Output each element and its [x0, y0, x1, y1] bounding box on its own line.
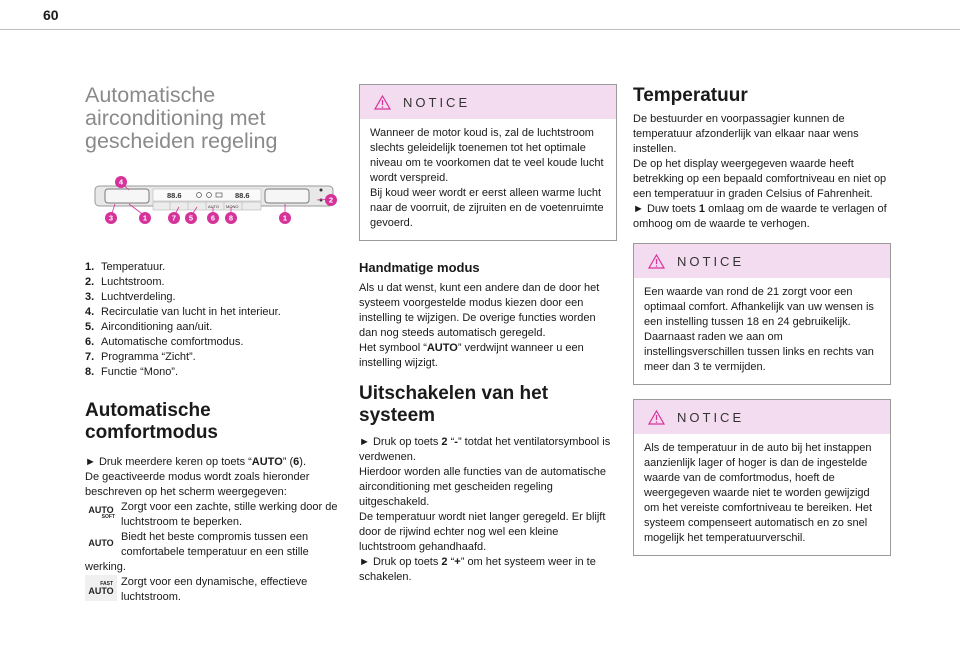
warning-icon	[374, 95, 391, 110]
off-step-4: ► Druk op toets 2 “+” om het systeem weer in te schakelen.	[359, 556, 596, 583]
mode-fast-text: Zorgt voor een dynamische, effectieve luchtstroom.	[121, 576, 308, 603]
notice-body: Wanneer de motor koud is, zal de luchtstroom slechts geleidelijk toenemen tot het optimale niveau om te voorkomen dat te veel koude lucht wordt verspreid. Bij koud weer wordt er eerst alleen warme lucht naar de voorruit, de zijruiten en de voetenruimte gevoerd.	[370, 127, 604, 229]
notice-box-3	[633, 399, 891, 556]
callout-8: 8	[228, 213, 234, 223]
list-item: 4. Recirculatie van lucht in het interieur.	[85, 306, 281, 318]
off-text-2: Hierdoor worden alle functies van de automatische airconditioning met gescheiden regeling uitgeschakeld.	[359, 466, 607, 508]
panel-auto-label: AUTO	[208, 204, 220, 209]
notice-box-1	[359, 84, 617, 241]
warning-icon	[648, 254, 665, 269]
manual-heading: Handmatige modus	[359, 260, 480, 275]
mode-soft	[85, 500, 343, 530]
callout-5: 5	[188, 213, 194, 223]
panel-display-left: 88.6	[167, 191, 182, 200]
off-heading: Uitschakelen van het systeem	[359, 383, 549, 426]
off-text-3: De temperatuur wordt niet langer geregeld. Er blijft door de rijwind echter nog wel een kleine luchtstroom gehandhaafd.	[359, 511, 606, 553]
mode-fast	[85, 575, 343, 605]
mode-auto-text-cont: werking.	[85, 561, 126, 573]
notice-body: Als de temperatuur in de auto bij het instappen aanzienlijk lager of hoger is dan de ingestelde waarde van de comfortmodus, hoeft de weergegeven waarde niet te worden gewijzigd om het vereiste comfortniveau te bereiken. Het systeem compenseert automatisch en zo snel mogelijk het temperatuurverschil.	[644, 442, 873, 544]
page-number: 60	[43, 7, 59, 23]
comfort-heading: Automatische comfortmodus	[85, 400, 218, 443]
callout-3: 3	[108, 213, 114, 223]
auto-fast-icon: FAST AUTO	[85, 575, 117, 601]
panel-mono-label: MONO	[226, 204, 239, 209]
callout-6: 6	[210, 213, 216, 223]
temp-text-2: De op het display weergegeven waarde heeft betrekking op een bepaald comfortniveau en niet op een temperatuur in graden Celsius of Fahrenheit.	[633, 158, 887, 200]
page-title: Automatische airconditioning met gescheiden regeling	[85, 83, 278, 153]
off-step-1: ► Druk op toets 2 “-” totdat het ventilatorsymbool is verdwenen.	[359, 436, 611, 463]
mode-auto	[85, 530, 343, 560]
callout-4: 4	[118, 177, 124, 187]
comfort-intro: ► Druk meerdere keren op toets “AUTO” (6).	[85, 456, 307, 468]
notice-title: NOTICE	[677, 409, 745, 425]
column-1	[85, 84, 343, 605]
column-2	[359, 84, 617, 585]
list-item: 2. Luchtstroom.	[85, 276, 165, 288]
column-3	[633, 84, 891, 556]
auto-icon: AUTO	[88, 538, 114, 548]
callout-1-right: 1	[282, 213, 288, 223]
list-item: 7. Programma “Zicht”.	[85, 351, 196, 363]
notice-header	[634, 244, 890, 278]
temp-step: ► Duw toets 1 omlaag om de waarde te verlagen of omhoog om de waarde te verhogen.	[633, 203, 887, 230]
mode-soft-text: Zorgt voor een zachte, stille werking door de luchtstroom te beperken.	[121, 501, 338, 528]
temp-text-1: De bestuurder en voorpassagier kunnen de temperatuur afzonderlijk van elkaar naar wens instellen.	[633, 113, 859, 155]
notice-title: NOTICE	[677, 253, 745, 269]
component-list	[85, 260, 343, 380]
comfort-intro-2: De geactiveerde modus wordt zoals hieronder beschreven op het scherm weergegeven:	[85, 471, 310, 498]
notice-body: Een waarde van rond de 21 zorgt voor een optimaal comfort. Afhankelijk van uw wensen is een instelling tussen 18 en 24 gebruikelijk. Daarnaast raden we aan om instellingsverschillen tussen links en rechts van meer dan 3 te vermijden.	[644, 286, 874, 373]
warning-icon	[648, 410, 665, 425]
temp-heading: Temperatuur	[633, 85, 748, 106]
notice-header	[360, 85, 616, 119]
header-rule	[0, 29, 960, 30]
list-item: 1. Temperatuur.	[85, 261, 166, 273]
mode-auto-text: Biedt het beste compromis tussen een comfortabele temperatuur en een stille	[121, 531, 309, 558]
callout-2: 2	[328, 195, 334, 205]
list-item: 8. Functie “Mono”.	[85, 366, 179, 378]
callout-7: 7	[171, 213, 177, 223]
climate-control-panel-image	[85, 174, 343, 234]
list-item: 5. Airconditioning aan/uit.	[85, 321, 213, 333]
manual-text-2: Het symbool “AUTO” verdwijnt wanneer u een instelling wijzigt.	[359, 342, 584, 369]
list-item: 3. Luchtverdeling.	[85, 291, 176, 303]
notice-header	[634, 400, 890, 434]
manual-text: Als u dat wenst, kunt een andere dan de door het systeem voorgestelde modus kiezen door een instelling te wijzigen. De overige functies worden dan nog steeds automatisch geregeld.	[359, 282, 600, 339]
notice-title: NOTICE	[403, 94, 471, 110]
callout-1-left: 1	[142, 213, 148, 223]
list-item: 6. Automatische comfortmodus.	[85, 336, 244, 348]
panel-display-right: 88.6	[235, 191, 250, 200]
notice-box-2	[633, 243, 891, 385]
auto-soft-icon: AUTO SOFT	[88, 505, 115, 520]
